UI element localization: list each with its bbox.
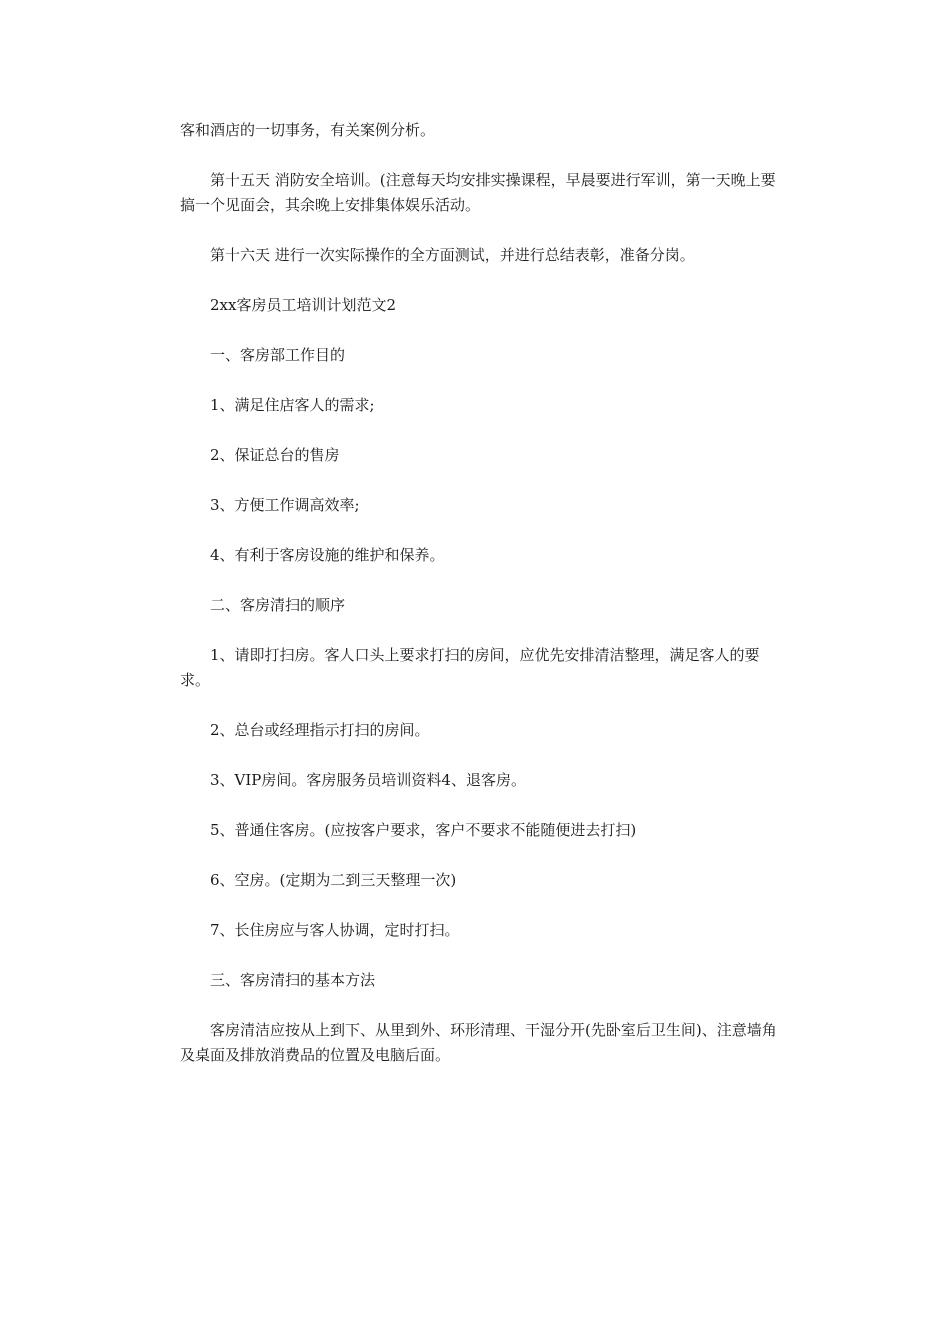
paragraph-cleaning-method: 客房清洁应按从上到下、从里到外、环形清理、干湿分开(先卧室后卫生间)、注意墙角及桌面及排放消费品的位置及电脑后面。 bbox=[180, 1021, 777, 1064]
paragraph-day-15: 第十五天 消防安全培训。(注意每天均安排实操课程，早晨要进行军训，第一天晚上要搞一个见面会，其余晚上安排集体娱乐活动。 bbox=[180, 171, 776, 214]
paragraph-continuation: 客和酒店的一切事务，有关案例分析。 bbox=[180, 121, 436, 139]
list-item: 3、VIP房间。客房服务员培训资料4、退客房。 bbox=[210, 771, 526, 789]
heading-cleaning-method: 三、客房清扫的基本方法 bbox=[210, 971, 376, 989]
heading-cleaning-order: 二、客房清扫的顺序 bbox=[210, 596, 346, 614]
list-item: 7、长住房应与客人协调，定时打扫。 bbox=[210, 921, 460, 939]
list-item: 4、有利于客房设施的维护和保养。 bbox=[210, 546, 445, 564]
document-body bbox=[180, 118, 780, 1093]
list-item: 6、空房。(定期为二到三天整理一次) bbox=[210, 871, 457, 889]
list-item: 2、总台或经理指示打扫的房间。 bbox=[210, 721, 430, 739]
section-title: 2xx客房员工培训计划范文2 bbox=[210, 296, 397, 314]
list-item: 1、满足住店客人的需求; bbox=[210, 396, 375, 414]
list-item: 5、普通住客房。(应按客户要求，客户不要求不能随便进去打扫) bbox=[210, 821, 637, 839]
heading-work-purpose: 一、客房部工作目的 bbox=[210, 346, 346, 364]
list-item: 3、方便工作调高效率; bbox=[210, 496, 360, 514]
list-item: 1、请即打扫房。客人口头上要求打扫的房间，应优先安排清洁整理，满足客人的要求。 bbox=[180, 646, 760, 689]
list-item: 2、保证总台的售房 bbox=[210, 446, 340, 464]
paragraph-day-16: 第十六天 进行一次实际操作的全方面测试，并进行总结表彰，准备分岗。 bbox=[210, 246, 695, 264]
